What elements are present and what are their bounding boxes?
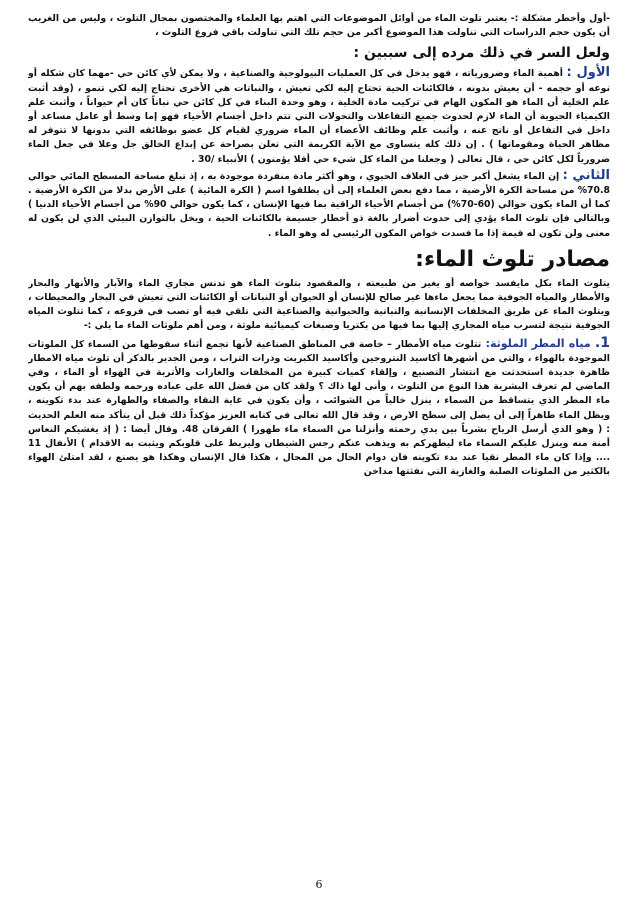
rain-water-text: تتلوث مياه الأمطار – خاصة في المناطق الصناعية لأنها تجمع أثناء سقوطها من السماء كل الملوثات الموجودة بالهواء ، والتي من أشهرها أكاسيد النتروجين وأكاسيد الكبريت وذرات التراب ، ومن الجدير بالذكر أن تلوث مياه الامطار ظاهرة جديدة استحدثت مع انتشار التصنيع ، وإلقاء كميات كبيرة من المخلفات والغازات والأتربة في الهواء أو الماء ، وفي الماضي لم تعرف البشرية هذا النوع من التلوث ، وأنى لها ذاك ؟ ولقد كان من فضل الله على عباده ورحمه ولطفه بهم أن يكون ماء المطر الذي يتساقط من السماء ، ينزل خالياً من الشوائب ، وأن يكون في غاية النقاء والصفاء والطهارة عند بدء تكوينه ، ويظل الماء طاهراً إلى أن يصل إلى سطح الارض ، وقد قال الله تعالى في كتابه العزيز مؤكداً ذلك قبل أن يتأكد منه العلم الحديث : ( وهو الذي أرسل الرياح بشرياً بين يدي رحمته وأنزلنا من السماء ماء طهورا ) الفرقان 48. وقال أيضا : ( إذ يغشيكم النعاس أمنة منه وينزل عليكم السماء ماء ليطهركم به ويذهب عنكم رجس الشيطان وليربط على قلوبكم ويثبت به الاقدام ) الأنفال 11 .... وإذا كان ماء المطر نقيا عند بدء تكوينه فان دوام الحال من المحال ، هكذا قال الإنسان وهكذا هو يصنع ، لقد امتلئ الهواء بالكثير من الملوثات الصلبة والغازية التي نفثتها مداخن xyxy=(28,338,610,478)
second-reason-paragraph xyxy=(28,169,610,241)
document-page xyxy=(28,12,610,873)
rain-water-number: 1. xyxy=(594,334,610,351)
rain-water-title: مياه المطر الملوثة: xyxy=(485,336,591,350)
first-reason-paragraph xyxy=(28,66,610,166)
rain-water-heading xyxy=(481,334,610,351)
second-reason-text: إن الماء يشغل أكبر حيز في الغلاف الحيوي ، وهو أكثر مادة منفردة موجودة به ، إذ تبلغ مساحة المسطح المائي حوالي 70.8% من مساحة الكرة الأرضية ، مما دفع بعض العلماء إلى أن يطلقوا اسم ( الكرة المائية ) على الأرض بدلا من الكرة الأرضية . كما أن الماء يكون حوالي (60-70%) من أجسام الأحياء الراقية بما فيها الإنسان ، كما يكون حوالي 90% من أجسام الأحياء الدنيا ) وبالتالي فإن تلوث الماء يؤدي إلى حدوث أضرار بالغة ذو أخطار جسيمة بالكائنات الحية ، ويخل بالتوازن البيئي الذي لن يكون له معنى ولن تكون له قيمة إذا ما فسدت خواص المكون الرئيسي له وهو الماء . xyxy=(28,170,610,239)
rain-water-paragraph xyxy=(28,336,610,480)
first-reason-text: أهمية الماء وضرورياته ، فهو يدخل في كل العمليات البيولوجية والصناعية ، ولا يمكن لأي كائن حي -مهما كان شكله أو نوعه أو حجمه - أن يعيش بدونه ، فالكائنات الحية تحتاج إليه لكي تعيش ، والنباتات هي الأخرى تحتاج إليه لكي تنمو ، (وقد أثبت علم الخلية أن الماء هو المكون الهام في تركيب مادة الخلية ، وهو وحدة البناء في كل كائن حي نباتاً كان أم حيواناً ، وأثبت علم الكيمياء الحيوية أن الماء لازم لحدوث جميع التفاعلات والتحولات التي تتم داخل أجسام الأحياء فهو إما وسط أو عامل مساعد أو داخل في التفاعل أو ناتج عنه ، وأثبت علم وظائف الأعضاء أن الماء ضروري لقيام كل عضو بوظائفه التي بدونها لا تتوفر له مظاهر الحياة ومقوماتها ) . إن ذلك كله يتساوى مع الآية الكريمة التي تعلن بصراحة عن إبداع الخالق جل وعلا في جعل الماء ضرورياً لكل كائن حي ، قال تعالى ( وجعلنا من الماء كل شيء حي أفلا يؤمنون ) الأنبياء /30 . xyxy=(28,68,610,165)
first-reason-label: الأول : xyxy=(566,65,610,81)
page-number: 6 xyxy=(315,878,323,891)
sources-section-title: مصادر تلوث الماء: xyxy=(415,246,610,272)
second-reason-label: الثاني : xyxy=(562,167,610,183)
intro-paragraph: -أول وأخطر مشكلة :- يعتبر تلوث الماء من أوائل الموضوعات التي اهتم بها العلماء والمختصون بمجال التلوث ، وليس من الغريب أن يكون حجم الدراسات التي تناولت هذا الموضوع أكبر من حجم تلك التي تناولت باقي فروع التلوث ، xyxy=(28,13,610,39)
sources-paragraph: يتلوث الماء بكل مايفسد خواصه أو يغير من طبيعته ، والمقصود بتلوث الماء هو تدنس مجاري الماء والآبار والأنهار والبحار والأمطار والمياه الجوفية مما يجعل ماءها غير صالح للإنسان أو الحيوان أو النباتات أو الكائنات التي تعيش في البحار والمحيطات ، ويتلوث الماء عن طريق المخلفات الإنسانية والنباتية والحيوانية والصناعية التي تلقي فيه أو تصب في فروعه ، كما تتلوث المياه الجوفية نتيجة لتسرب مياه المجاري إليها بما فيها من بكتريا وصبغات كيميائية ملوثة ، ومن أهم ملوثات الماء ما يلي :- xyxy=(28,277,610,332)
reasons-heading: ولعل السر في ذلك مرده إلى سببين : xyxy=(353,45,610,62)
